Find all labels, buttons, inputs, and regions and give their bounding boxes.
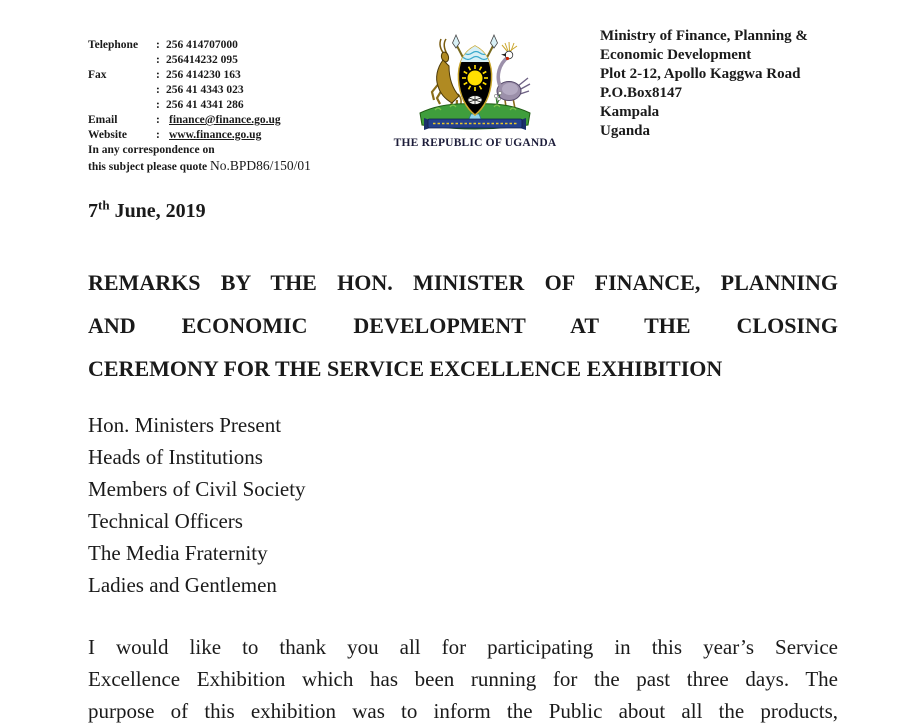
date-rest: June, 2019 [109, 200, 206, 222]
body-line: Excellence Exhibition which has been running for the past three days. The [88, 667, 838, 691]
letter-date [88, 197, 838, 223]
address-line: Ministry of Finance, Planning & [600, 28, 808, 44]
salutation-line: Hon. Ministers Present [88, 413, 282, 437]
uganda-coat-of-arms-icon [410, 34, 540, 134]
contact-row-website [88, 128, 388, 143]
contact-colon: : [156, 99, 160, 111]
body-line: I would like to thank you all for participating in this year’s Service [88, 635, 838, 659]
address-line: Uganda [600, 123, 651, 139]
contact-block [88, 38, 388, 175]
coat-of-arms-block [390, 34, 560, 149]
contact-label: Telephone [88, 39, 139, 51]
salutation-list [88, 409, 838, 601]
republic-caption: THE REPUBLIC OF UGANDA [393, 137, 557, 149]
contact-label: Email [88, 114, 118, 126]
salutation-line: Members of Civil Society [88, 477, 306, 501]
correspondence-note-line1: In any correspondence on [88, 144, 215, 156]
crane-icon [497, 42, 530, 114]
title-line: CEREMONY FOR THE SERVICE EXCELLENCE EXHIBITION [88, 356, 723, 381]
kob-icon [432, 39, 461, 114]
salutation-line: Ladies and Gentlemen [88, 573, 277, 597]
salutation-line: The Media Fraternity [88, 541, 268, 565]
date-day: 7 [88, 200, 98, 222]
contact-row-fax3 [88, 98, 388, 113]
contact-label [88, 83, 156, 98]
title-line: REMARKS BY THE HON. MINISTER OF FINANCE, PLANNING [88, 270, 838, 295]
note-prefix: this subject please quote [88, 161, 211, 173]
address-line: P.O.Box8147 [600, 85, 682, 101]
contact-row-fax [88, 68, 388, 83]
contact-colon: : [156, 54, 160, 66]
correspondence-note-line2 [88, 158, 388, 175]
address-line: Economic Development [600, 47, 752, 63]
motto-banner [424, 118, 526, 130]
body-paragraph [88, 631, 838, 726]
contact-label: Fax [88, 69, 107, 81]
contact-label [88, 98, 156, 113]
reference-number: No.BPD86/150/01 [210, 158, 311, 173]
telephone-value-2: 256414232 095 [166, 54, 238, 66]
letter-content [88, 197, 838, 726]
address-line: Plot 2-12, Apollo Kaggwa Road [600, 66, 801, 82]
website-link[interactable]: www.finance.go.ug [169, 129, 262, 141]
salutation-line: Technical Officers [88, 509, 243, 533]
fax-value-3: 256 41 4341 286 [166, 99, 244, 111]
body-line: purpose of this exhibition was to inform the Public about all the products, [88, 699, 838, 723]
spearhead-icon [453, 35, 460, 48]
contact-row-fax2 [88, 83, 388, 98]
letter-title [88, 261, 838, 390]
fax-value: 256 414230 163 [166, 69, 241, 81]
contact-colon: : [156, 129, 160, 141]
salutation-line: Heads of Institutions [88, 445, 263, 469]
address-line: Kampala [600, 104, 660, 120]
contact-colon: : [156, 114, 160, 126]
email-link[interactable]: finance@finance.go.ug [169, 114, 281, 126]
title-line: AND ECONOMIC DEVELOPMENT AT THE CLOSING [88, 313, 838, 338]
telephone-value: 256 414707000 [166, 39, 238, 51]
contact-colon: : [156, 69, 160, 81]
contact-label: Website [88, 129, 127, 141]
contact-row-telephone [88, 38, 388, 53]
contact-colon: : [156, 84, 160, 96]
date-ordinal: th [98, 197, 110, 213]
spearhead-icon [491, 35, 498, 48]
fax-value-2: 256 41 4343 023 [166, 84, 244, 96]
contact-colon: : [156, 39, 160, 51]
contact-label [88, 53, 156, 68]
contact-row-telephone2 [88, 53, 388, 68]
drum-icon [468, 96, 482, 105]
crane-crest-icon [502, 42, 517, 51]
contact-row-email [88, 113, 388, 128]
ministry-address-block [600, 27, 808, 141]
